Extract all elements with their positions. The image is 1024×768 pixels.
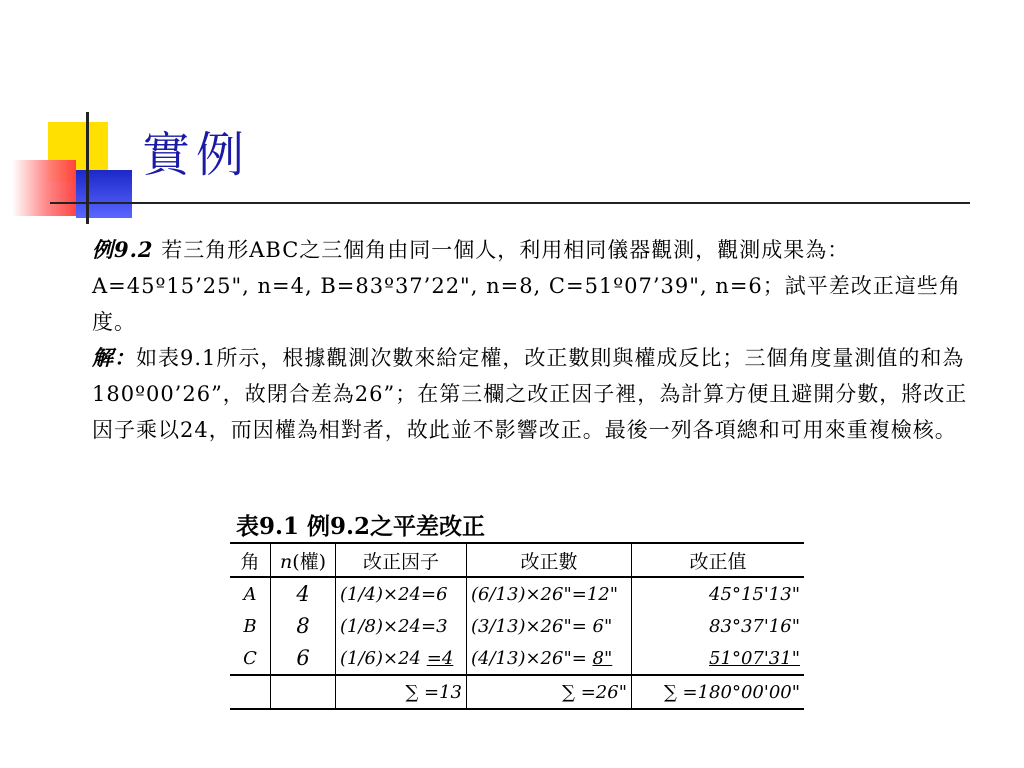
row-a-correction: (6/13)×26"=12" (467, 577, 632, 610)
sum-adjusted: ∑ =180°00'00" (632, 675, 805, 709)
row-a-adjusted: 45°15'13" (632, 577, 805, 610)
table-caption: 表9.1 例9.2之平差改正 (236, 513, 486, 540)
sum-correction: ∑ =26" (467, 675, 632, 709)
slide-title: 實例 (142, 127, 251, 183)
table-sum-row (230, 675, 804, 709)
adjustment-table (230, 542, 804, 710)
decor-vertical-line (86, 112, 89, 224)
row-a-factor: (1/4)×24=6 (336, 577, 467, 610)
row-c-n: 6 (271, 642, 336, 675)
row-b-adjusted: 83°37'16" (632, 610, 805, 642)
solution-label: 解： (92, 345, 136, 370)
row-b-factor: (1/8)×24=3 (336, 610, 467, 642)
table-header-row (230, 543, 804, 577)
row-a-angle: A (243, 583, 257, 605)
solution-text: 如表9.1所示，根據觀測次數來給定權，改正數則與權成反比；三個角度量測值的和為180º00’26”，故閉合差為26”；在第三欄之改正因子裡，為計算方便且避開分數，將改正因子乘以24，而因權為相對者，故此並不影響改正。最後一列各項總和可用來重複檢核。 (92, 346, 968, 442)
solution-paragraph (92, 340, 972, 448)
row-b-angle: B (243, 615, 257, 637)
title-divider (50, 202, 970, 204)
sum-angle (230, 675, 271, 709)
example-text: 若三角形ABC之三個角由同一個人，利用相同儀器觀測，觀測成果為：A=45º15’25", n=4, B=83º37’22", n=8, C=51º07’39", n=6；試平差改正這些角度。 (92, 238, 961, 334)
example-paragraph (92, 232, 972, 340)
example-label: 例9.2 (92, 237, 154, 262)
row-b-n: 8 (271, 610, 336, 642)
sum-factor: ∑ =13 (336, 675, 467, 709)
table-row (230, 610, 804, 642)
row-b-correction: (3/13)×26"= 6" (467, 610, 632, 642)
row-a-n: 4 (271, 577, 336, 610)
header-angle: 角 (230, 543, 271, 577)
decor-square-blue (76, 170, 132, 218)
row-c-angle: C (230, 642, 271, 675)
sum-n (271, 675, 336, 709)
header-weight: n(權) (271, 543, 336, 577)
decor-square-red (12, 160, 76, 216)
table-row (230, 642, 804, 675)
row-c-correction: (4/13)×26"= 8" (467, 642, 632, 675)
table-row (230, 577, 804, 610)
row-c-adjusted: 51°07'31" (632, 642, 805, 675)
header-adjusted: 改正值 (632, 543, 805, 577)
header-factor: 改正因子 (336, 543, 467, 577)
row-c-factor: (1/6)×24 =4 (336, 642, 467, 675)
header-correction: 改正數 (467, 543, 632, 577)
